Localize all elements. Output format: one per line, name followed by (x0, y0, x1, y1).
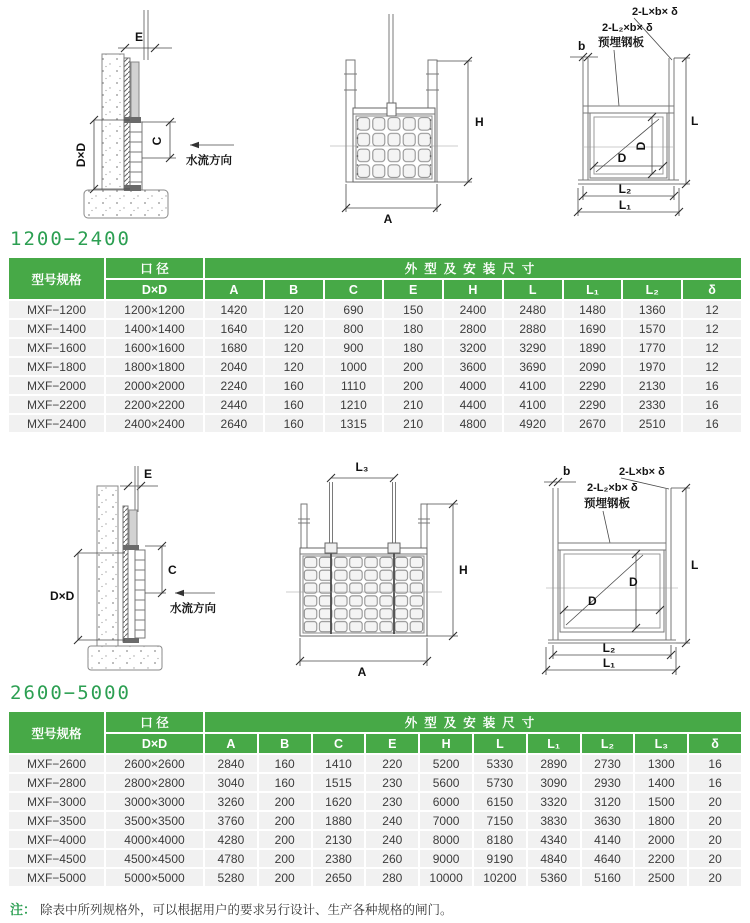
value-cell: 2290 (564, 377, 622, 394)
value-cell: 2800 (444, 320, 502, 337)
value-cell: 2400 (444, 301, 502, 318)
dim-label-d-horizontal: D (588, 594, 597, 608)
value-cell: 9000 (420, 850, 472, 867)
dimensions-header: 外型及安装尺寸 (205, 712, 741, 732)
dim-label-l1: L₁ (618, 198, 632, 212)
value-cell: 3000×3000 (106, 793, 203, 810)
flow-direction-label: 水流方向 (170, 603, 216, 615)
value-cell: 2200 (635, 850, 687, 867)
value-cell: 2930 (582, 774, 634, 791)
value-cell: 2240 (205, 377, 263, 394)
table-row (9, 415, 741, 432)
dimensions-header: 外型及安装尺寸 (205, 258, 741, 278)
value-cell: 180 (384, 339, 442, 356)
value-cell: 2890 (528, 755, 580, 772)
value-cell: 4400 (444, 396, 502, 413)
value-cell: 4140 (582, 831, 634, 848)
column-header: δ (689, 734, 741, 753)
value-cell: 1480 (564, 301, 622, 318)
side-view-drawing-1 (58, 8, 290, 226)
table-row (9, 774, 741, 791)
value-cell: 160 (265, 377, 323, 394)
dim-label-c: C (168, 563, 177, 577)
dim-label-dxd: D×D (50, 589, 75, 603)
table-row (9, 320, 741, 337)
model-cell: MXF−4500 (9, 850, 104, 867)
dxd-header: D×D (106, 734, 203, 753)
value-cell: 3630 (582, 812, 634, 829)
model-cell: MXF−5000 (9, 869, 104, 886)
value-cell: 16 (683, 377, 741, 394)
value-cell: 8180 (474, 831, 526, 848)
value-cell: 1360 (623, 301, 681, 318)
table-row (9, 850, 741, 867)
value-cell: 200 (259, 812, 311, 829)
value-cell: 20 (689, 793, 741, 810)
model-spec-header: 型号规格 (9, 712, 104, 753)
flow-direction-label: 水流方向 (186, 155, 232, 167)
value-cell: 1400 (635, 774, 687, 791)
column-header: H (420, 734, 472, 753)
spec-table-1200-2400 (7, 256, 743, 434)
value-cell: 160 (265, 415, 323, 432)
value-cell: 2500 (635, 869, 687, 886)
dim-label-l1: L₁ (602, 656, 616, 670)
model-cell: MXF−2000 (9, 377, 104, 394)
dim-label-l: L (691, 558, 699, 572)
table-row (9, 812, 741, 829)
bolt-spec-label-1: 2-L×b× δ (619, 466, 665, 478)
value-cell: 5360 (528, 869, 580, 886)
table-row (9, 869, 741, 886)
value-cell: 2290 (564, 396, 622, 413)
value-cell: 3200 (444, 339, 502, 356)
value-cell: 2330 (623, 396, 681, 413)
value-cell: 2130 (623, 377, 681, 394)
model-cell: MXF−2800 (9, 774, 104, 791)
model-cell: MXF−4000 (9, 831, 104, 848)
column-header: B (265, 280, 323, 299)
front-view-drawing-1 (300, 8, 510, 226)
value-cell: 2670 (564, 415, 622, 432)
value-cell: 4280 (205, 831, 257, 848)
value-cell: 4000 (444, 377, 502, 394)
value-cell: 10000 (420, 869, 472, 886)
bolt-spec-label-1: 2-L×b× δ (632, 6, 678, 18)
value-cell: 4100 (504, 377, 562, 394)
value-cell: 120 (265, 301, 323, 318)
value-cell: 3120 (582, 793, 634, 810)
value-cell: 2510 (623, 415, 681, 432)
section-heading-2: 2600−5000 (10, 682, 131, 704)
value-cell: 3690 (504, 358, 562, 375)
value-cell: 2380 (313, 850, 365, 867)
table-row (9, 396, 741, 413)
column-header: B (259, 734, 311, 753)
value-cell: 20 (689, 869, 741, 886)
value-cell: 9190 (474, 850, 526, 867)
value-cell: 5600 (420, 774, 472, 791)
value-cell: 3320 (528, 793, 580, 810)
model-cell: MXF−2600 (9, 755, 104, 772)
value-cell: 20 (689, 831, 741, 848)
value-cell: 3600 (444, 358, 502, 375)
value-cell: 160 (259, 755, 311, 772)
embedded-plate-label: 预埋钢板 (584, 498, 630, 510)
caliber-header: 口 径 (106, 712, 203, 732)
value-cell: 2840 (205, 755, 257, 772)
model-spec-header: 型号规格 (9, 258, 104, 299)
value-cell: 1515 (313, 774, 365, 791)
dim-label-b: b (578, 39, 586, 53)
value-cell: 2000 (635, 831, 687, 848)
dim-label-dxd: D×D (74, 142, 88, 168)
value-cell: 200 (384, 358, 442, 375)
value-cell: 200 (259, 793, 311, 810)
value-cell: 2200×2200 (106, 396, 203, 413)
value-cell: 3500×3500 (106, 812, 203, 829)
model-cell: MXF−3000 (9, 793, 104, 810)
value-cell: 1420 (205, 301, 263, 318)
dim-label-a: A (357, 665, 367, 679)
column-header: L₃ (635, 734, 687, 753)
value-cell: 2640 (205, 415, 263, 432)
value-cell: 180 (384, 320, 442, 337)
value-cell: 160 (259, 774, 311, 791)
dim-label-c: C (150, 136, 164, 146)
value-cell: 4100 (504, 396, 562, 413)
value-cell: 1315 (325, 415, 383, 432)
value-cell: 7150 (474, 812, 526, 829)
model-cell: MXF−1200 (9, 301, 104, 318)
value-cell: 3260 (205, 793, 257, 810)
section-heading-1: 1200−2400 (10, 228, 131, 250)
value-cell: 200 (384, 377, 442, 394)
value-cell: 900 (325, 339, 383, 356)
value-cell: 1890 (564, 339, 622, 356)
dim-label-l2: L₂ (602, 641, 616, 655)
value-cell: 4840 (528, 850, 580, 867)
table-row (9, 377, 741, 394)
plan-view-drawing-2 (518, 455, 750, 687)
model-cell: MXF−1800 (9, 358, 104, 375)
value-cell: 5200 (420, 755, 472, 772)
table-row (9, 301, 741, 318)
value-cell: 2090 (564, 358, 622, 375)
value-cell: 6150 (474, 793, 526, 810)
table-row (9, 831, 741, 848)
dim-label-e: E (134, 30, 144, 44)
value-cell: 1600×1600 (106, 339, 203, 356)
column-header: L (474, 734, 526, 753)
value-cell: 2600×2600 (106, 755, 203, 772)
dim-label-d-vertical: D (629, 575, 638, 589)
value-cell: 690 (325, 301, 383, 318)
value-cell: 2000×2000 (106, 377, 203, 394)
value-cell: 16 (683, 396, 741, 413)
value-cell: 8000 (420, 831, 472, 848)
dim-label-e: E (144, 467, 153, 481)
model-cell: MXF−1400 (9, 320, 104, 337)
value-cell: 1620 (313, 793, 365, 810)
model-cell: MXF−1600 (9, 339, 104, 356)
value-cell: 1800 (635, 812, 687, 829)
bolt-spec-label-2: 2-L₂×b× δ (602, 22, 653, 34)
value-cell: 2650 (313, 869, 365, 886)
value-cell: 4340 (528, 831, 580, 848)
column-header: H (444, 280, 502, 299)
value-cell: 1570 (623, 320, 681, 337)
column-header: L₂ (623, 280, 681, 299)
value-cell: 2440 (205, 396, 263, 413)
value-cell: 1680 (205, 339, 263, 356)
value-cell: 230 (366, 793, 418, 810)
value-cell: 1690 (564, 320, 622, 337)
dim-label-l3: L₃ (355, 460, 369, 474)
dim-label-b: b (563, 464, 571, 478)
value-cell: 12 (683, 358, 741, 375)
model-cell: MXF−3500 (9, 812, 104, 829)
spec-table-2600-5000 (7, 710, 743, 888)
value-cell: 2800×2800 (106, 774, 203, 791)
bolt-spec-label-2: 2-L₂×b× δ (587, 482, 638, 494)
value-cell: 1970 (623, 358, 681, 375)
value-cell: 10200 (474, 869, 526, 886)
value-cell: 1200×1200 (106, 301, 203, 318)
dim-label-l: L (691, 114, 699, 128)
value-cell: 220 (366, 755, 418, 772)
value-cell: 4780 (205, 850, 257, 867)
value-cell: 4000×4000 (106, 831, 203, 848)
value-cell: 210 (384, 396, 442, 413)
dim-label-a: A (383, 212, 393, 226)
value-cell: 12 (683, 320, 741, 337)
value-cell: 5160 (582, 869, 634, 886)
caliber-header: 口 径 (106, 258, 203, 278)
value-cell: 16 (689, 774, 741, 791)
column-header: L₁ (564, 280, 622, 299)
value-cell: 7000 (420, 812, 472, 829)
value-cell: 1110 (325, 377, 383, 394)
dim-label-l2: L₂ (618, 182, 632, 196)
embedded-plate-label: 预埋钢板 (598, 37, 644, 49)
value-cell: 3760 (205, 812, 257, 829)
value-cell: 800 (325, 320, 383, 337)
value-cell: 120 (265, 358, 323, 375)
value-cell: 3290 (504, 339, 562, 356)
footnote-text: 除表中所列规格外，可以根据用户的要求另行设计、生产各种规格的闸门。 (40, 903, 453, 917)
value-cell: 120 (265, 339, 323, 356)
value-cell: 2480 (504, 301, 562, 318)
value-cell: 200 (259, 831, 311, 848)
value-cell: 2400×2400 (106, 415, 203, 432)
table-row (9, 793, 741, 810)
value-cell: 210 (384, 415, 442, 432)
column-header: E (366, 734, 418, 753)
value-cell: 200 (259, 850, 311, 867)
value-cell: 12 (683, 301, 741, 318)
value-cell: 280 (366, 869, 418, 886)
model-cell: MXF−2400 (9, 415, 104, 432)
value-cell: 20 (689, 850, 741, 867)
table-row (9, 358, 741, 375)
table-row (9, 755, 741, 772)
value-cell: 1640 (205, 320, 263, 337)
value-cell: 230 (366, 774, 418, 791)
side-view-drawing-2 (40, 456, 280, 686)
column-header: E (384, 280, 442, 299)
column-header: L₂ (582, 734, 634, 753)
value-cell: 160 (265, 396, 323, 413)
front-view-drawing-2 (282, 456, 510, 686)
value-cell: 1000 (325, 358, 383, 375)
value-cell: 1410 (313, 755, 365, 772)
value-cell: 20 (689, 812, 741, 829)
value-cell: 1300 (635, 755, 687, 772)
value-cell: 3040 (205, 774, 257, 791)
value-cell: 1210 (325, 396, 383, 413)
value-cell: 120 (265, 320, 323, 337)
dim-label-d-vertical: D (634, 141, 648, 151)
column-header: C (325, 280, 383, 299)
value-cell: 2880 (504, 320, 562, 337)
value-cell: 3090 (528, 774, 580, 791)
value-cell: 3830 (528, 812, 580, 829)
value-cell: 1770 (623, 339, 681, 356)
value-cell: 200 (259, 869, 311, 886)
value-cell: 6000 (420, 793, 472, 810)
table-row (9, 339, 741, 356)
model-cell: MXF−2200 (9, 396, 104, 413)
column-header: δ (683, 280, 741, 299)
value-cell: 4640 (582, 850, 634, 867)
plan-view-drawing-1 (528, 0, 750, 228)
value-cell: 4500×4500 (106, 850, 203, 867)
footnote (10, 899, 453, 918)
value-cell: 16 (689, 755, 741, 772)
value-cell: 1800×1800 (106, 358, 203, 375)
value-cell: 150 (384, 301, 442, 318)
value-cell: 2040 (205, 358, 263, 375)
value-cell: 240 (366, 831, 418, 848)
column-header: C (313, 734, 365, 753)
column-header: L (504, 280, 562, 299)
value-cell: 16 (683, 415, 741, 432)
dim-label-h: H (459, 563, 468, 577)
dim-label-h: H (475, 115, 484, 129)
value-cell: 1400×1400 (106, 320, 203, 337)
value-cell: 2730 (582, 755, 634, 772)
value-cell: 5000×5000 (106, 869, 203, 886)
value-cell: 240 (366, 812, 418, 829)
dim-label-d-horizontal: D (617, 151, 627, 165)
value-cell: 5280 (205, 869, 257, 886)
value-cell: 4920 (504, 415, 562, 432)
column-header: A (205, 280, 263, 299)
column-header: L₁ (528, 734, 580, 753)
value-cell: 5330 (474, 755, 526, 772)
value-cell: 4800 (444, 415, 502, 432)
column-header: A (205, 734, 257, 753)
dxd-header: D×D (106, 280, 203, 299)
value-cell: 2130 (313, 831, 365, 848)
value-cell: 1500 (635, 793, 687, 810)
value-cell: 260 (366, 850, 418, 867)
value-cell: 5730 (474, 774, 526, 791)
value-cell: 12 (683, 339, 741, 356)
value-cell: 1880 (313, 812, 365, 829)
footnote-prefix: 注： (10, 902, 37, 917)
